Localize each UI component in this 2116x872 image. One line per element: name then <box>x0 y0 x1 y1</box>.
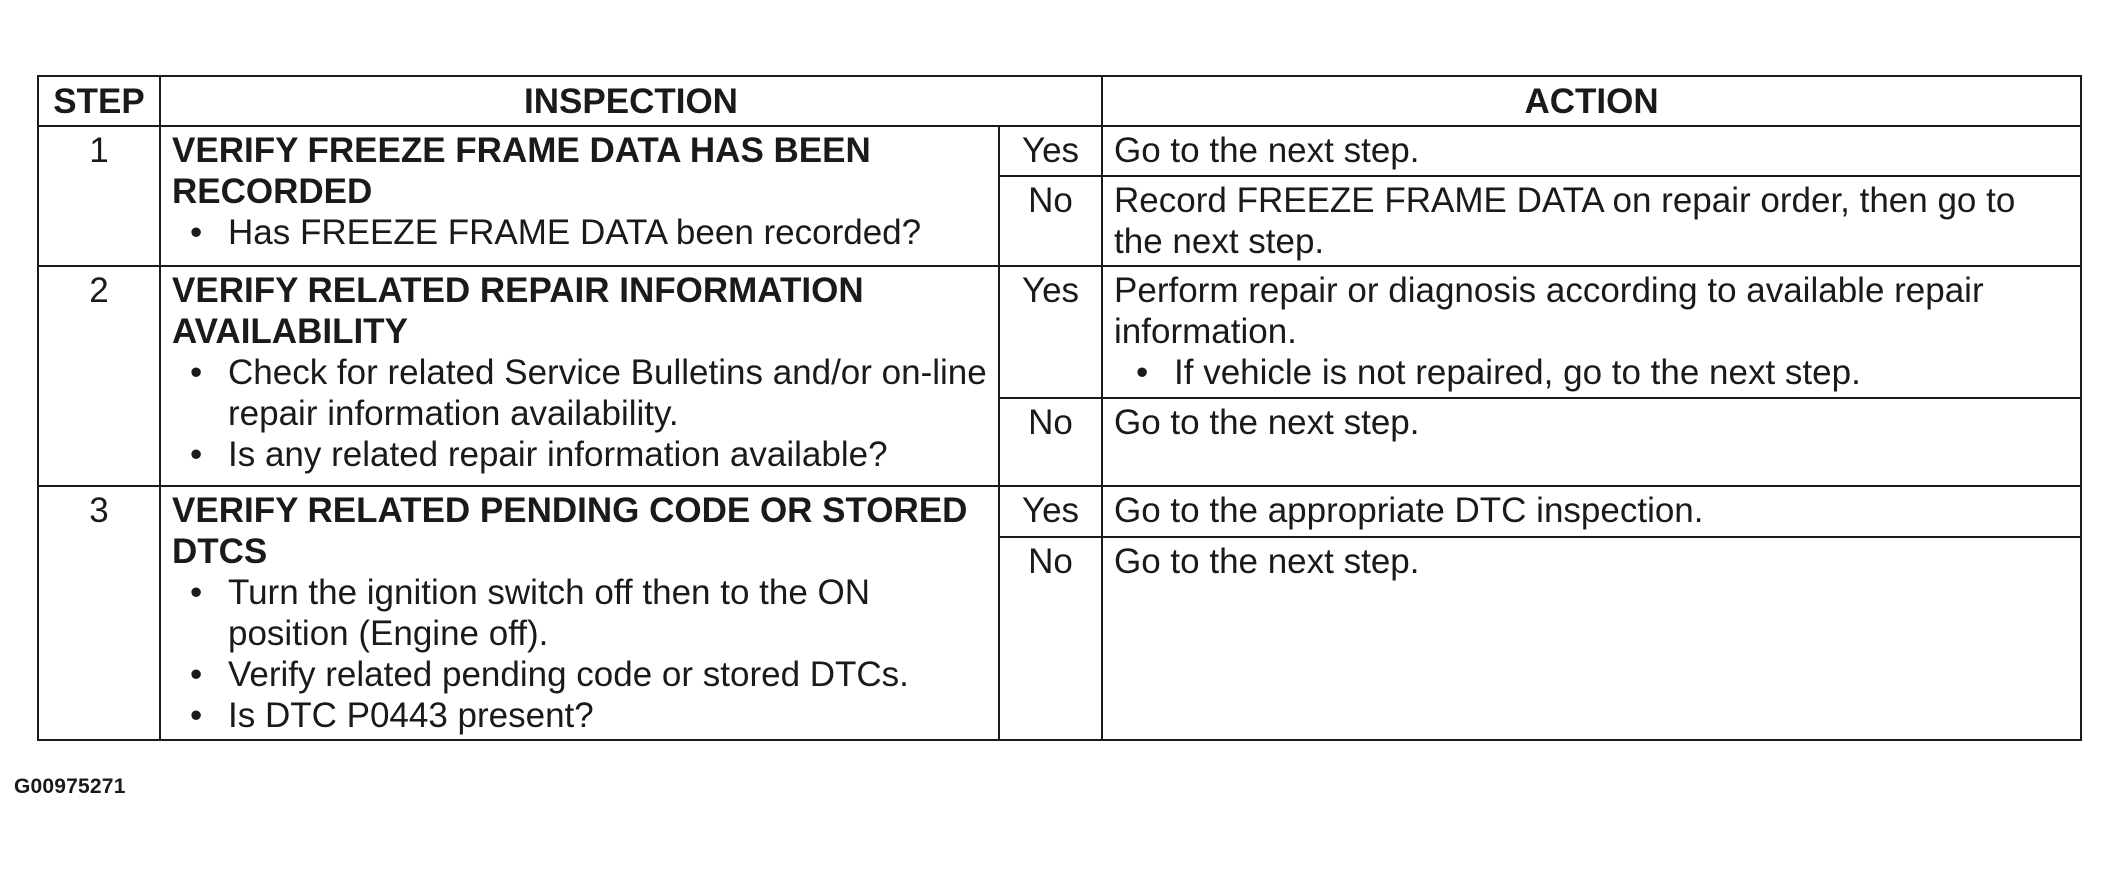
inspection-item: • Check for related Service Bulletins and/or on-line repair information availability. <box>228 352 988 434</box>
inspection-title: VERIFY RELATED REPAIR INFORMATION AVAILABILITY <box>172 271 864 351</box>
inspection-list <box>172 572 988 736</box>
inspection-cell <box>160 486 999 740</box>
inspection-cell <box>160 126 999 266</box>
yes-label: Yes <box>999 486 1102 537</box>
no-label: No <box>999 176 1102 266</box>
inspection-item: • Verify related pending code or stored DTCs. <box>228 654 988 695</box>
yes-action-cell <box>1102 266 2081 398</box>
no-label: No <box>999 398 1102 486</box>
inspection-title: VERIFY FREEZE FRAME DATA HAS BEEN RECORDED <box>172 131 871 211</box>
no-action: Go to the next step. <box>1102 398 2081 486</box>
step-header: STEP <box>38 76 160 126</box>
inspection-title: VERIFY RELATED PENDING CODE OR STORED DTCS <box>172 491 968 571</box>
yes-action: Go to the appropriate DTC inspection. <box>1102 486 2081 537</box>
yes-label: Yes <box>999 266 1102 398</box>
inspection-item: • Is DTC P0443 present? <box>228 695 988 736</box>
inspection-item: • Is any related repair information available? <box>228 434 988 475</box>
yes-label: Yes <box>999 126 1102 176</box>
inspection-header: INSPECTION <box>160 76 1102 126</box>
yes-action: Go to the next step. <box>1102 126 2081 176</box>
step-number: 1 <box>38 126 160 266</box>
inspection-item: • Has FREEZE FRAME DATA been recorded? <box>228 212 988 253</box>
step-number: 3 <box>38 486 160 740</box>
step-1-yes-row <box>38 126 2081 176</box>
header-row <box>38 76 2081 126</box>
diagnostic-table <box>37 75 2082 741</box>
inspection-item: • Turn the ignition switch off then to the ON position (Engine off). <box>228 572 988 654</box>
step-3-yes-row <box>38 486 2081 537</box>
inspection-list <box>172 352 988 475</box>
inspection-list <box>172 212 988 253</box>
no-label: No <box>999 537 1102 740</box>
action-header: ACTION <box>1102 76 2081 126</box>
action-list <box>1114 352 2070 393</box>
step-2-yes-row <box>38 266 2081 398</box>
no-action: Go to the next step. <box>1102 537 2081 740</box>
no-action: Record FREEZE FRAME DATA on repair order, then go to the next step. <box>1102 176 2081 266</box>
figure-id: G00975271 <box>14 775 126 798</box>
action-item: • If vehicle is not repaired, go to the next step. <box>1174 352 2070 393</box>
yes-action: Perform repair or diagnosis according to available repair information. <box>1114 271 1984 351</box>
step-number: 2 <box>38 266 160 486</box>
inspection-cell <box>160 266 999 486</box>
